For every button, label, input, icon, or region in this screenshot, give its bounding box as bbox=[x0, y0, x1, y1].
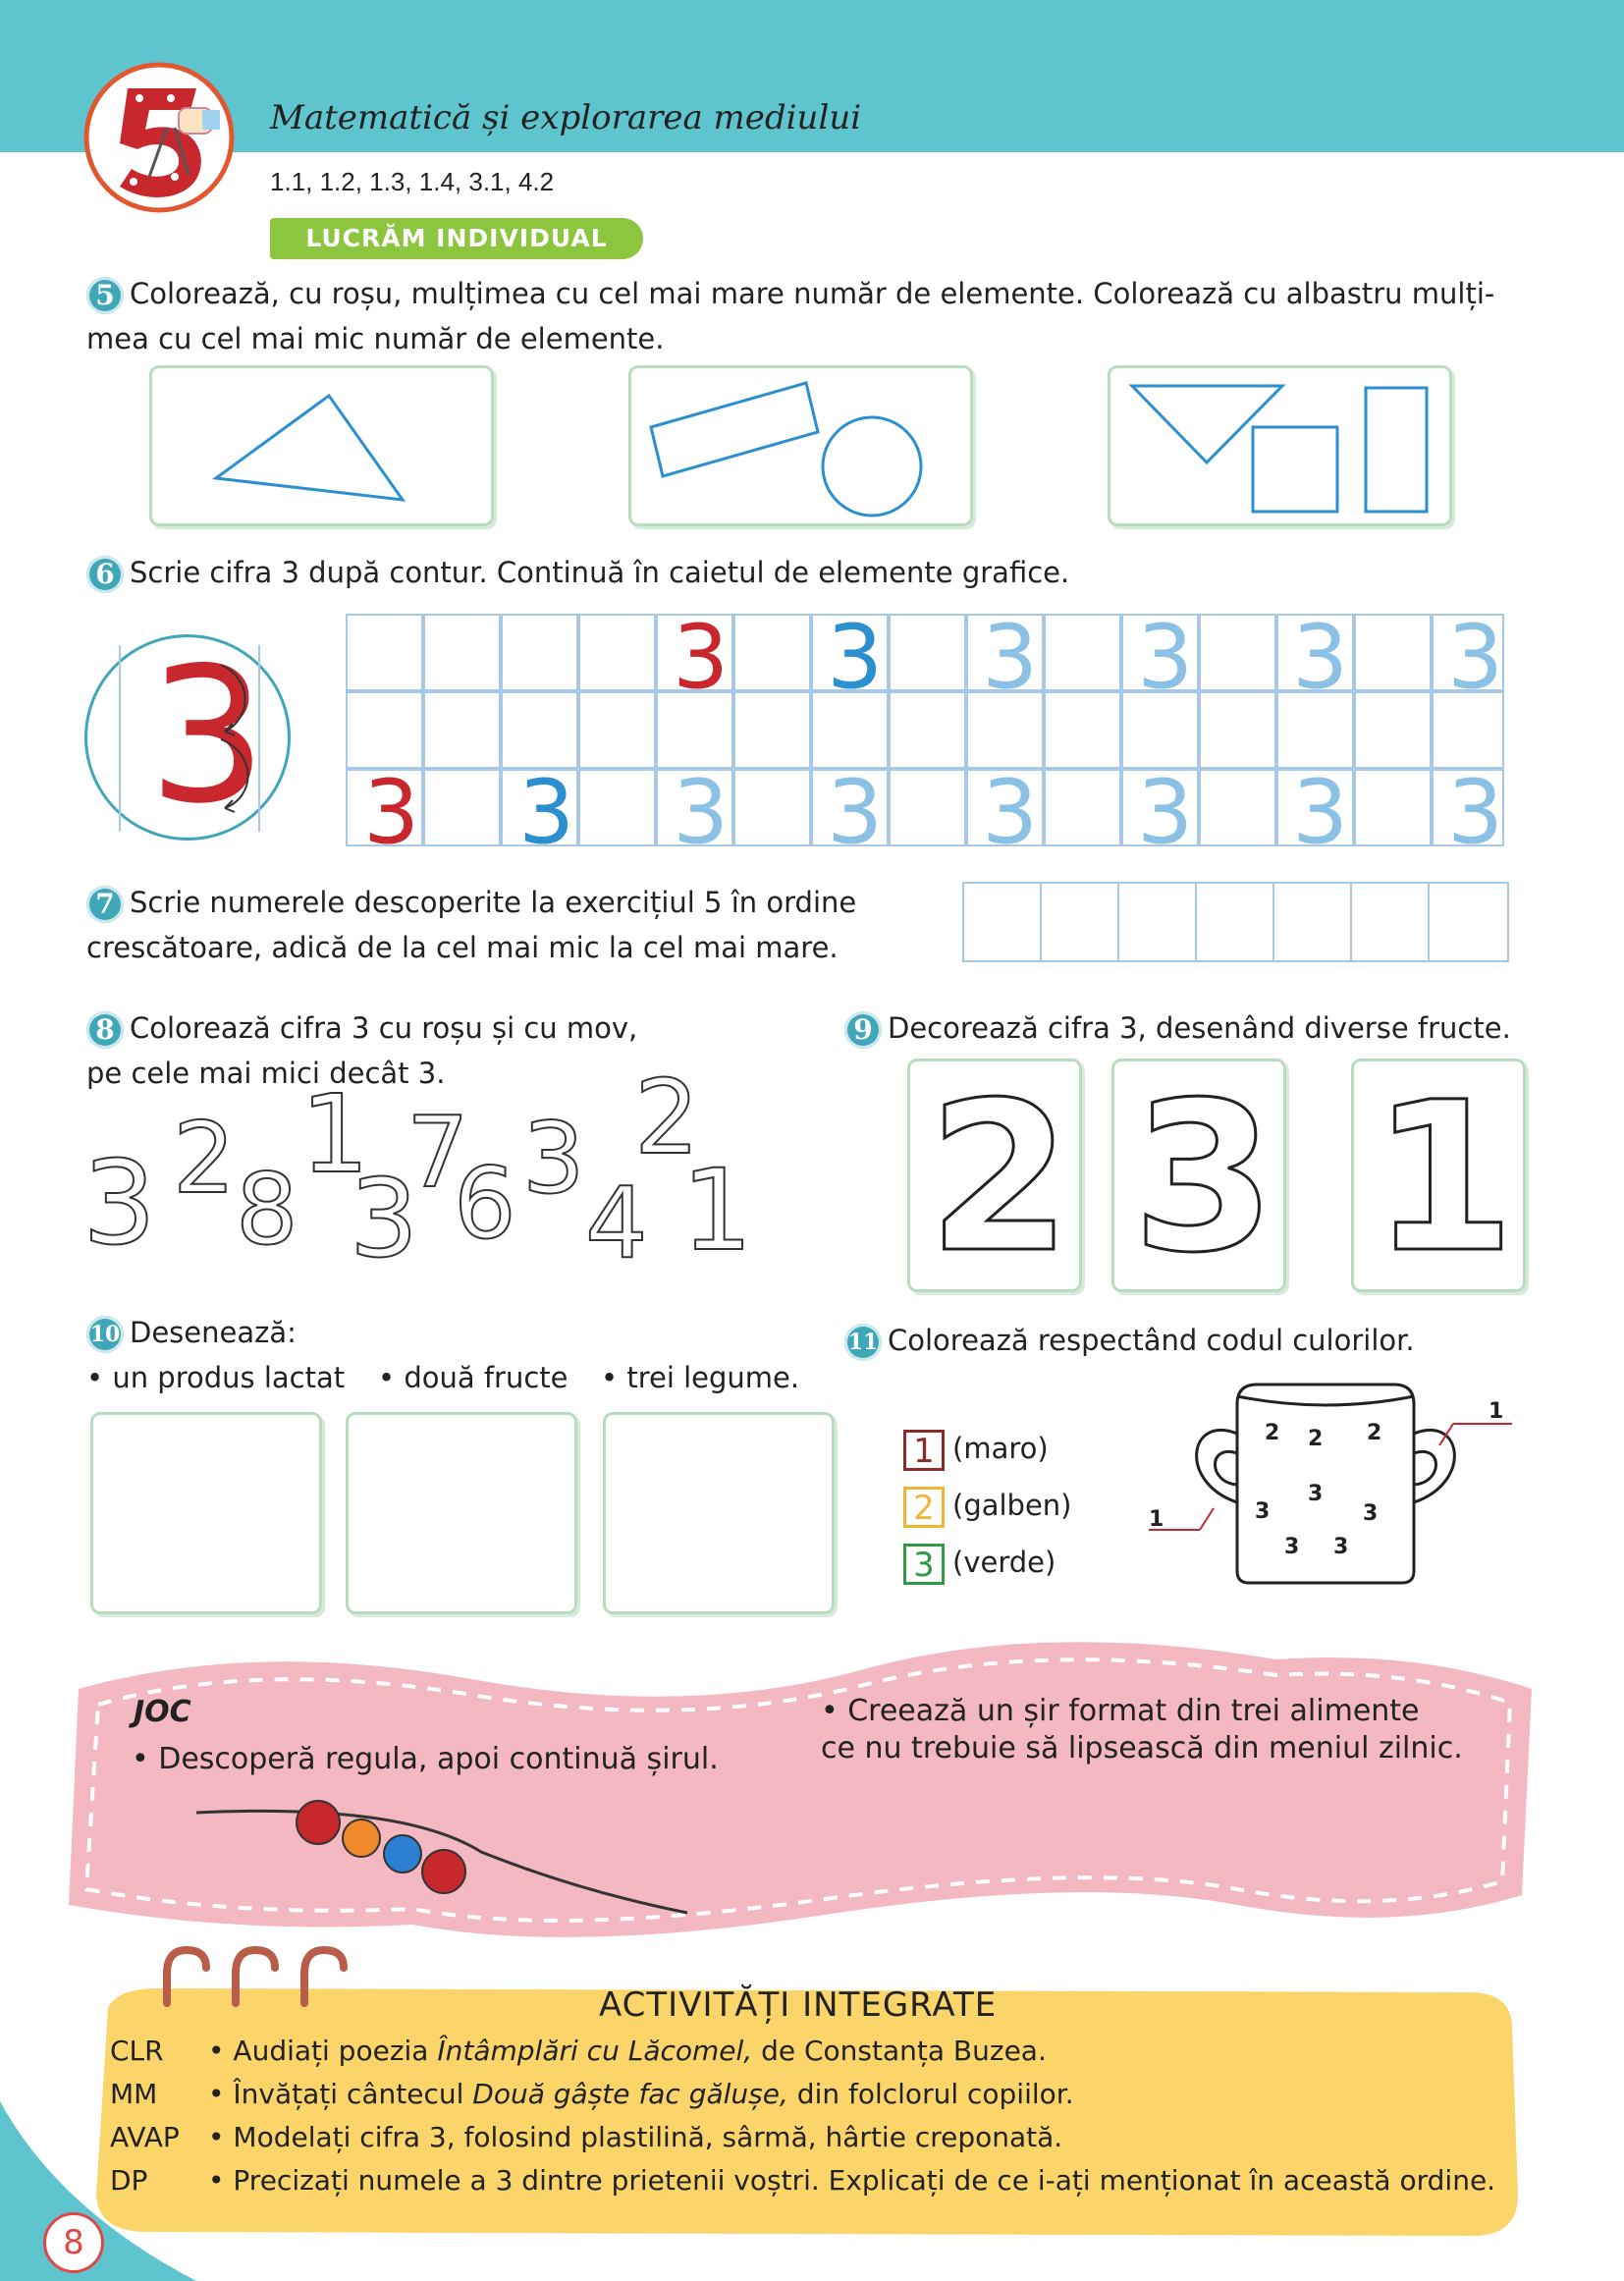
decorate-digit-frame-2[interactable] bbox=[907, 1058, 1082, 1298]
ex9-text: Decorează cifra 3, desenând diverse fructe. bbox=[888, 1011, 1511, 1045]
trace-digit-blue: 3 bbox=[827, 606, 884, 709]
activity-label: CLR bbox=[110, 2035, 164, 2067]
subject-title: Matematică și explorarea mediului bbox=[270, 98, 862, 137]
ex6-number: 6 bbox=[86, 556, 124, 593]
outline-digit[interactable]: 2 bbox=[173, 1101, 236, 1216]
ex9-number: 9 bbox=[844, 1011, 882, 1049]
ex10-item-2: • două fructe bbox=[378, 1361, 568, 1394]
outline-digit[interactable]: 4 bbox=[585, 1166, 648, 1280]
outline-digit[interactable]: 2 bbox=[634, 1058, 700, 1177]
ex8-text-line1: Colorează cifra 3 cu roșu și cu mov, bbox=[130, 1011, 638, 1045]
ex11-number: 11 bbox=[844, 1324, 882, 1361]
ex5-instruction bbox=[86, 271, 1540, 361]
set-frame-3 bbox=[1108, 365, 1452, 526]
triangle-square-rectangle-shapes bbox=[1110, 368, 1449, 523]
cup-number: 2 bbox=[1308, 1427, 1324, 1451]
binder-rings-icon bbox=[147, 1944, 373, 2013]
activity-row-avap bbox=[110, 2121, 1062, 2153]
activity-label: DP bbox=[110, 2164, 148, 2197]
activity-text: • Precizați numele a 3 dintre prietenii voștri. Explicați de ce i-ați menționat în această ordine. bbox=[208, 2164, 1496, 2197]
legend-label-2: (galben) bbox=[952, 1489, 1072, 1522]
trace-digit-dashed: 3 bbox=[982, 761, 1039, 864]
rectangle-circle-shapes bbox=[631, 368, 970, 523]
cup-number: 3 bbox=[1255, 1499, 1271, 1524]
trace-digit-dashed: 3 bbox=[1292, 606, 1349, 709]
digit-model-circle bbox=[84, 627, 291, 844]
outline-digit[interactable]: 1 bbox=[681, 1145, 753, 1276]
ex11-instruction bbox=[844, 1318, 1415, 1363]
drawing-box-fruits[interactable] bbox=[346, 1412, 577, 1614]
game-create-text bbox=[821, 1693, 1463, 1767]
outline-digit[interactable]: 8 bbox=[236, 1152, 298, 1267]
drawing-box-vegetables[interactable] bbox=[603, 1412, 835, 1614]
decorate-digit-frame-3[interactable] bbox=[1111, 1058, 1286, 1298]
page-number: 8 bbox=[43, 2212, 104, 2273]
drawing-box-dairy[interactable] bbox=[90, 1412, 322, 1614]
ex10-title: Desenează: bbox=[130, 1316, 297, 1349]
cup-number: 1 bbox=[1149, 1507, 1164, 1532]
decorate-digit: 3 bbox=[1132, 1058, 1276, 1298]
outline-digit[interactable]: 3 bbox=[350, 1156, 418, 1281]
cup-number: 3 bbox=[1333, 1535, 1349, 1559]
outline-digit[interactable]: 1 bbox=[300, 1071, 369, 1197]
ex10-item-3: • trei legume. bbox=[601, 1361, 800, 1394]
cup-number: 2 bbox=[1265, 1421, 1280, 1445]
ex10-instruction bbox=[86, 1310, 297, 1355]
ex6-instruction bbox=[86, 550, 1069, 595]
decorate-digit: 1 bbox=[1372, 1058, 1516, 1298]
work-mode-badge: LUCRĂM INDIVIDUAL bbox=[270, 218, 643, 259]
trace-digit-dashed: 3 bbox=[982, 606, 1039, 709]
legend-digit-3: 3 bbox=[903, 1544, 945, 1585]
ex11-text: Colorează respectând codul culorilor. bbox=[888, 1324, 1415, 1357]
trace-digit-dashed: 3 bbox=[1447, 606, 1504, 709]
activity-text: de Constanța Buzea. bbox=[752, 2035, 1047, 2067]
cup-number: 2 bbox=[1367, 1421, 1382, 1445]
legend-row-2 bbox=[903, 1477, 1072, 1534]
cup-number: 3 bbox=[1284, 1535, 1300, 1559]
activity-label: AVAP bbox=[110, 2121, 180, 2153]
legend-row-3 bbox=[903, 1534, 1072, 1591]
model-digit-3: 3 bbox=[148, 627, 267, 844]
trace-digit-red: 3 bbox=[363, 761, 420, 864]
set-frame-1 bbox=[149, 365, 494, 526]
activity-row-mm bbox=[110, 2078, 1074, 2110]
activity-text: • Învățați cântecul bbox=[208, 2078, 473, 2110]
cup-number: 3 bbox=[1308, 1482, 1324, 1506]
trace-digit-blue: 3 bbox=[518, 761, 575, 864]
ex6-text: Scrie cifra 3 după contur. Continuă în caietul de elemente grafice. bbox=[130, 556, 1070, 589]
ex7-instruction bbox=[86, 880, 856, 970]
set-frame-2 bbox=[628, 365, 973, 526]
legend-label-3: (verde) bbox=[952, 1546, 1056, 1579]
activity-text: • Modelați cifra 3, folosind plastilină, sârmă, hârtie creponată. bbox=[208, 2121, 1063, 2153]
ex8-number: 8 bbox=[86, 1011, 124, 1049]
activity-text: • Audiați poezia bbox=[208, 2035, 438, 2067]
legend-label-1: (maro) bbox=[952, 1432, 1049, 1465]
ex9-instruction bbox=[844, 1005, 1511, 1051]
legend-digit-1: 1 bbox=[903, 1430, 945, 1471]
activity-row-dp bbox=[110, 2164, 1495, 2197]
cup-number: 3 bbox=[1363, 1501, 1379, 1526]
cup-coloring-picture[interactable] bbox=[1139, 1375, 1551, 1601]
activity-text: din folclorul copiilor. bbox=[787, 2078, 1074, 2110]
trace-digit-dashed: 3 bbox=[1137, 761, 1194, 864]
ex5-number: 5 bbox=[86, 277, 124, 314]
legend-row-1 bbox=[903, 1420, 1072, 1477]
legend-digit-2: 2 bbox=[903, 1487, 945, 1528]
game-create-line1: • Creează un șir format din trei alimente bbox=[821, 1694, 1420, 1728]
trace-digit-dashed: 3 bbox=[827, 761, 884, 864]
trace-digit-dashed: 3 bbox=[1447, 761, 1504, 864]
ex8-text-line2: pe cele mai mici decât 3. bbox=[86, 1057, 446, 1090]
outline-digit[interactable]: 7 bbox=[406, 1095, 469, 1210]
ex10-item-1: • un produs lactat bbox=[86, 1361, 346, 1394]
activity-row-clr bbox=[110, 2035, 1047, 2067]
trace-digit-dashed: 3 bbox=[1137, 606, 1194, 709]
ex7-number: 7 bbox=[86, 886, 124, 923]
trace-digit-red: 3 bbox=[673, 606, 730, 709]
triangle-shape bbox=[152, 368, 491, 523]
ex10-number: 10 bbox=[86, 1316, 124, 1353]
game-rule-text: • Descoperă regula, apoi continuă șirul. bbox=[132, 1742, 719, 1776]
activity-title-italic: Două gâște fac gălușe, bbox=[472, 2078, 788, 2110]
trace-digit-dashed: 3 bbox=[673, 761, 730, 864]
outline-digit[interactable]: 6 bbox=[454, 1146, 516, 1261]
ex5-text-line2: mea cu cel mai mic număr de elemente. bbox=[86, 322, 665, 355]
writing-grid bbox=[346, 606, 1504, 864]
trace-digit-dashed: 3 bbox=[1292, 761, 1349, 864]
ex7-text-line2: crescătoare, adică de la cel mai mic la cel mai mare. bbox=[86, 931, 839, 964]
stroke-direction-arrows bbox=[213, 659, 262, 816]
lesson-number-emblem bbox=[81, 59, 238, 216]
ex7-text-line1: Scrie numerele descoperite la exercițiul 5 în ordine bbox=[130, 886, 857, 919]
cup-number: 1 bbox=[1489, 1399, 1504, 1424]
outline-digit[interactable]: 3 bbox=[522, 1101, 585, 1216]
outline-digit[interactable]: 3 bbox=[82, 1135, 157, 1271]
decorate-digit: 2 bbox=[928, 1058, 1072, 1298]
color-legend bbox=[903, 1420, 1072, 1591]
activities-title: ACTIVITĂȚI INTEGRATE bbox=[599, 1985, 998, 2025]
activity-label: MM bbox=[110, 2078, 158, 2110]
competence-codes: 1.1, 1.2, 1.3, 1.4, 3.1, 4.2 bbox=[270, 167, 555, 196]
answer-boxes[interactable] bbox=[962, 882, 1509, 962]
ex5-text-line1: Colorează, cu roșu, mulțimea cu cel mai mare număr de elemente. Colorează cu albastru mulți- bbox=[130, 277, 1495, 310]
decorate-digit-frame-1[interactable] bbox=[1351, 1058, 1526, 1298]
outlined-digits-group bbox=[82, 1058, 753, 1286]
activity-title-italic: Întâmplări cu Lăcomel, bbox=[437, 2035, 753, 2067]
bead-string-picture bbox=[187, 1783, 697, 1921]
game-create-line2: ce nu trebuie să lipsească din meniul zilnic. bbox=[821, 1731, 1463, 1765]
svg-text:5: 5 bbox=[94, 206, 95, 207]
game-title: JOC bbox=[134, 1695, 191, 1729]
